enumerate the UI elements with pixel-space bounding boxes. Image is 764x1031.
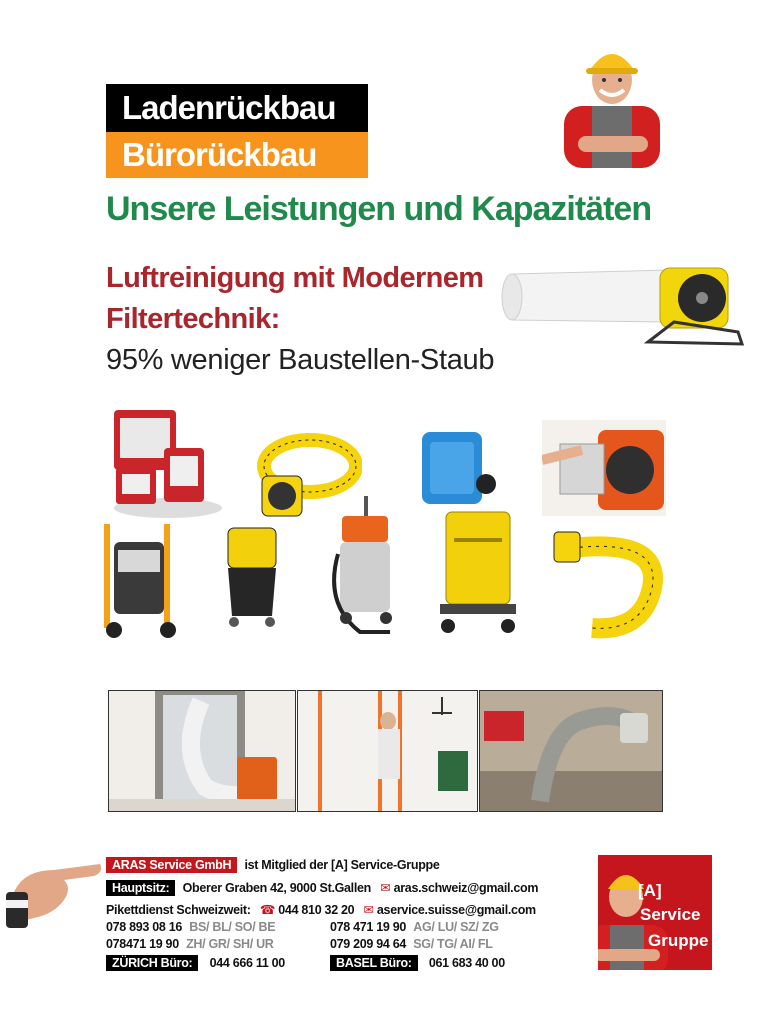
yellow-dust-extractor-image	[436, 508, 520, 642]
feature-line-1: Luftreinigung mit Modernem	[106, 262, 484, 294]
title-ladenrueckbau: Ladenrückbau	[106, 84, 368, 132]
phone-regions: AG/ LU/ SZ/ ZG	[413, 920, 499, 934]
phone-number[interactable]: 078 893 08 16	[106, 920, 183, 934]
logo-line-1: [A]	[638, 881, 662, 900]
title-bueroreuckbau: Bürorückbau	[106, 132, 368, 178]
membership-line	[106, 858, 440, 872]
phone-regions: ZH/ GR/ SH/ UR	[186, 937, 274, 951]
photo-grey-duct-machine	[479, 690, 663, 812]
phone-number[interactable]: 078 471 19 90	[330, 920, 407, 934]
hq-label: Hauptsitz:	[106, 880, 175, 896]
email-icon: ✉	[380, 881, 391, 895]
headline-services: Unsere Leistungen und Kapazitäten	[106, 190, 652, 228]
basel-label: BASEL Büro:	[330, 955, 418, 971]
logo-line-2: Service	[640, 905, 701, 924]
picket-label: Pikettdienst Schweizweit:	[106, 903, 251, 917]
phone-regions: BS/ BL/ SO/ BE	[189, 920, 276, 934]
email-link-1[interactable]: aras.schweiz@gmail.com	[393, 881, 539, 895]
photo-doorway-air-duct	[108, 690, 296, 812]
a-service-gruppe-logo	[598, 855, 712, 970]
basel-office-line	[330, 956, 505, 970]
photo-dust-barrier-worker	[297, 690, 478, 812]
phone-icon: ☎	[259, 903, 276, 917]
pointing-hand-image	[4, 852, 104, 932]
yellow-flex-hose-image	[552, 528, 666, 640]
basel-phone[interactable]: 061 683 40 00	[428, 956, 505, 970]
picket-line	[106, 902, 536, 917]
zurich-label: ZÜRICH Büro:	[106, 955, 198, 971]
picket-phone[interactable]: 044 810 32 20	[278, 903, 355, 917]
yellow-vacuum-image	[222, 524, 282, 630]
feature-line-3: 95% weniger Baustellen-Staub	[106, 344, 495, 376]
feature-line-2: Filtertechnik:	[106, 303, 280, 335]
phone-row-3	[106, 937, 274, 951]
hq-line	[106, 880, 538, 895]
worker-illustration	[556, 40, 668, 168]
email-icon-2: ✉	[363, 903, 374, 917]
phone-row-1	[106, 920, 275, 934]
phone-number[interactable]: 078471 19 90	[106, 937, 179, 951]
zurich-phone[interactable]: 044 666 11 00	[209, 956, 285, 970]
membership-text: ist Mitglied der [A] Service-Gruppe	[244, 858, 440, 872]
logo-line-3: Gruppe	[648, 931, 709, 950]
red-air-purifiers-image	[108, 408, 224, 520]
blue-air-mover-image	[416, 428, 498, 512]
phone-regions: SG/ TG/ AI/ FL	[413, 937, 493, 951]
phone-number[interactable]: 079 209 94 64	[330, 937, 407, 951]
email-link-2[interactable]: aservice.suisse@gmail.com	[376, 903, 536, 917]
industrial-vacuum-1-image	[98, 520, 180, 642]
zurich-office-line	[106, 956, 285, 970]
hq-address: Oberer Graben 42, 9000 St.Gallen	[182, 881, 372, 895]
fan-duct-image	[498, 262, 748, 352]
orange-fan-photo	[542, 420, 666, 516]
orange-silver-vacuum-image	[330, 494, 402, 638]
phone-row-2	[330, 920, 499, 934]
phone-row-4	[330, 937, 493, 951]
company-name: ARAS Service GmbH	[106, 857, 237, 873]
